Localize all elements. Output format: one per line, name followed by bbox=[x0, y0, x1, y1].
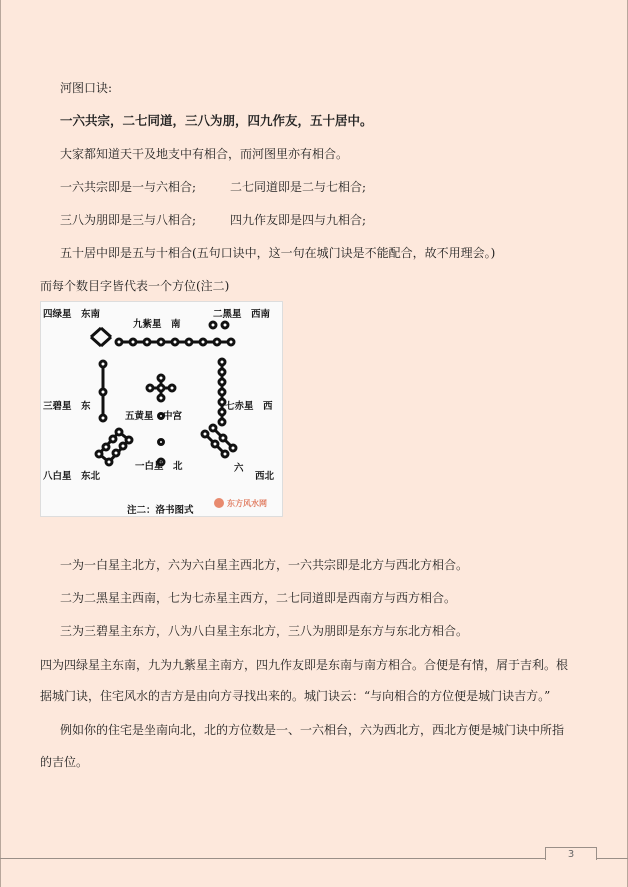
label-center: 五黄星 中宫 bbox=[125, 411, 183, 422]
label-east: 七赤星 西 bbox=[225, 401, 273, 412]
pair-three-eight: 三八为朋即是三与八相合; bbox=[60, 213, 197, 227]
watermark-text: 东方风水网 bbox=[227, 498, 267, 508]
east-seven-dots bbox=[219, 359, 225, 425]
diagram-caption: 注二：洛书图式 bbox=[127, 505, 194, 516]
directions-intro: 而每个数目字皆代表一个方位(注二) bbox=[40, 279, 230, 293]
watermark-logo bbox=[214, 498, 224, 508]
body-paragraph-2: 二为二黑星主西南，七为七赤星主西方，二七同道即是西南方与西方相合。 bbox=[60, 591, 457, 605]
label-west: 三碧星 东 bbox=[43, 401, 91, 412]
five-ten-paragraph: 五十居中即是五与十相合(五句口诀中，这一句在城门诀是不能配合，故不用理会。) bbox=[60, 246, 496, 260]
body-paragraph-5-line-2: 的吉位。 bbox=[40, 755, 89, 769]
mnemonic: 一六共宗，二七同道，三八为朋，四九作友，五十居中。 bbox=[60, 113, 373, 128]
body-paragraph-1: 一为一白星主北方，六为六白星主西北方，一六共宗即是北方与西北方相合。 bbox=[60, 558, 469, 572]
body-paragraph-5-line-1: 例如你的住宅是坐南向北，北的方位数是一、一六相台，六为西北方，西北方便是城门诀中所指 bbox=[60, 723, 565, 737]
heading: 河图口诀: bbox=[60, 81, 113, 95]
luoshu-diagram bbox=[40, 301, 283, 517]
intro-paragraph: 大家都知道天干及地支中有相合，而河图里亦有相合。 bbox=[60, 147, 349, 161]
center-five-dots bbox=[147, 375, 175, 401]
pair-two-seven: 二七同道即是二与七相合; bbox=[230, 180, 367, 194]
page-number: 3 bbox=[545, 847, 597, 860]
label-north: 一白星 北 bbox=[135, 461, 183, 472]
body-paragraph-4-line-2: 据城门诀，住宅风水的吉方是由向方寻找出来的。城门诀云：“与向相合的方位便是城门诀吉方。” bbox=[40, 689, 551, 703]
pair-four-nine: 四九作友即是四与九相合; bbox=[230, 213, 367, 227]
northeast-two-dots bbox=[210, 322, 228, 328]
label-northeast: 二黑星 西南 bbox=[213, 309, 271, 320]
northwest-four-dots bbox=[91, 328, 111, 346]
footer-rule bbox=[0, 858, 628, 859]
south-nine-dots bbox=[116, 339, 234, 345]
label-southwest: 八白星 东北 bbox=[43, 471, 101, 482]
label-southeast: 西北 bbox=[255, 471, 275, 482]
label-south: 九紫星 南 bbox=[133, 319, 181, 330]
label-northwest: 四绿星 东南 bbox=[43, 309, 101, 320]
body-paragraph-3: 三为三碧星主东方，八为八白星主东北方，三八为朋即是东方与东北方相合。 bbox=[60, 624, 469, 638]
pair-one-six: 一六共宗即是一与六相合; bbox=[60, 180, 197, 194]
southeast-six-dots bbox=[202, 425, 236, 457]
body-paragraph-4-line-1: 四为四绿星主东南，九为九紫星主南方，四九作友即是东南与南方相合。合便是有情，屑于吉利。根 bbox=[40, 658, 569, 672]
label-southeast-star: 六 bbox=[234, 463, 244, 474]
southwest-eight-dots bbox=[96, 429, 132, 465]
page-border-left bbox=[0, 0, 1, 887]
